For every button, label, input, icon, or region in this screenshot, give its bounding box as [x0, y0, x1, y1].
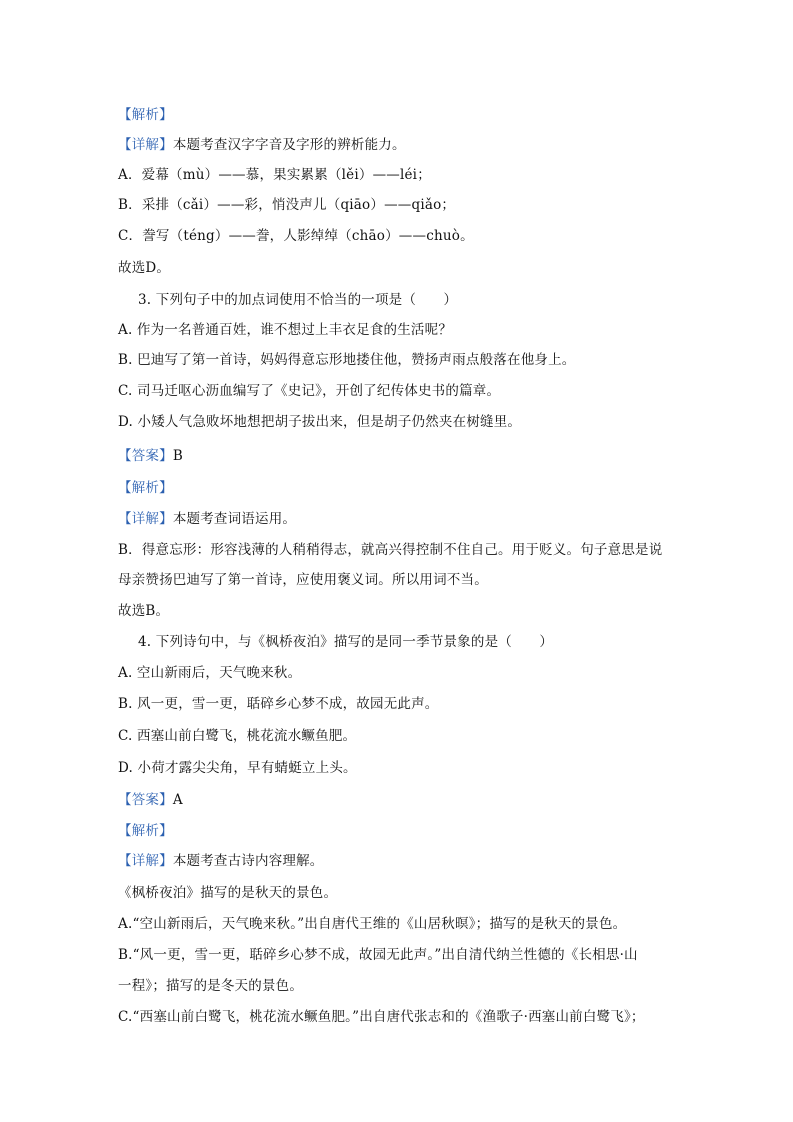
section-tag: 【答案】	[118, 792, 173, 808]
line-text: B．得意忘形：形容浅薄的人稍稍得志，就高兴得控制不住自己。用于贬义。句子意思是说	[118, 542, 663, 558]
line-text: A．爱幕（mù）——慕，果实累累（lěi）——léi；	[118, 167, 431, 183]
option-line	[118, 695, 439, 713]
option-line	[118, 664, 301, 682]
text-line	[118, 479, 173, 497]
option-line	[118, 382, 500, 400]
line-text: C.“西塞山前白鹭飞，桃花流水鳜鱼肥。”出自唐代张志和的《渔歌子·西塞山前白鹭飞》；	[118, 1009, 645, 1025]
line-text: A. 作为一名普通百姓，谁不想过上丰衣足食的生活呢？	[118, 322, 453, 338]
line-text: 一程》；描写的是冬天的景色。	[118, 978, 304, 994]
text-line	[118, 977, 303, 995]
text-line	[118, 915, 626, 933]
text-line	[118, 227, 474, 245]
line-text: D. 小荷才露尖尖角，早有蜻蜓立上头。	[118, 760, 357, 776]
text-line	[118, 946, 638, 964]
text-line	[118, 571, 488, 589]
option-line	[118, 759, 357, 777]
line-text: 《枫桥夜泊》描写的是秋天的景色。	[118, 885, 338, 901]
line-text: B．采排（cǎi）——彩，悄没声儿（qiāo）——qiǎo；	[118, 197, 456, 213]
line-text: 故选D。	[118, 260, 171, 276]
line-text: 本题考查古诗内容理解。	[172, 853, 324, 869]
text-line	[118, 196, 455, 214]
section-tag: 【答案】	[118, 448, 173, 464]
line-text: C. 西塞山前白鹭飞，桃花流水鳜鱼肥。	[118, 728, 357, 744]
text-line	[118, 852, 324, 870]
line-text: A.“空山新雨后，天气晚来秋。”出自唐代王维的《山居秋暝》；描写的是秋天的景色。	[118, 916, 627, 932]
line-text: 故选B。	[118, 603, 170, 619]
line-text: 4. 下列诗句中，与《枫桥夜泊》描写的是同一季节景象的是（ ）	[138, 634, 554, 650]
text-line	[118, 106, 173, 124]
line-text: B. 巴迪写了第一首诗，妈妈得意忘形地搂住他，赞扬声雨点般落在他身上。	[118, 352, 576, 368]
answer-line	[118, 791, 183, 809]
question-line	[138, 291, 457, 309]
text-line	[118, 136, 406, 154]
section-tag: 【解析】	[118, 107, 173, 123]
section-tag: 【详解】	[118, 853, 173, 869]
text-line	[118, 259, 170, 277]
option-line	[118, 321, 452, 339]
text-line	[118, 541, 662, 559]
line-text: B.“风一更，雪一更，聒碎乡心梦不成，故园无此声。”出自清代纳兰性德的《长相思·山	[118, 947, 638, 963]
text-line	[118, 602, 169, 620]
option-line	[118, 351, 576, 369]
line-text: B	[172, 448, 183, 464]
text-line	[118, 822, 173, 840]
option-line	[118, 727, 356, 745]
line-text: D. 小矮人气急败坏地想把胡子拔出来，但是胡子仍然夹在树缝里。	[118, 414, 522, 430]
line-text: A. 空山新雨后，天气晚来秋。	[118, 665, 302, 681]
section-tag: 【详解】	[118, 511, 173, 527]
line-text: C．誊写（téng）——誊，人影绰绰（chāo）——chuò。	[118, 228, 474, 244]
line-text: 本题考查汉字字音及字形的辨析能力。	[172, 137, 406, 153]
line-text: 母亲赞扬巴迪写了第一首诗，应使用褒义词。所以用词不当。	[118, 572, 488, 588]
section-tag: 【解析】	[118, 480, 173, 496]
answer-line	[118, 447, 183, 465]
text-line	[118, 884, 337, 902]
option-line	[118, 413, 521, 431]
line-text: B. 风一更，雪一更，聒碎乡心梦不成，故园无此声。	[118, 696, 439, 712]
text-line	[118, 510, 296, 528]
section-tag: 【详解】	[118, 137, 173, 153]
line-text: C. 司马迁呕心沥血编写了《史记》，开创了纪传体史书的篇章。	[118, 383, 501, 399]
question-line	[138, 633, 553, 651]
line-text: A	[172, 792, 183, 808]
line-text: 本题考查词语运用。	[172, 511, 297, 527]
text-line	[118, 166, 431, 184]
text-line	[118, 1008, 645, 1026]
line-text: 3. 下列句子中的加点词使用不恰当的一项是（ ）	[138, 292, 458, 308]
section-tag: 【解析】	[118, 823, 173, 839]
